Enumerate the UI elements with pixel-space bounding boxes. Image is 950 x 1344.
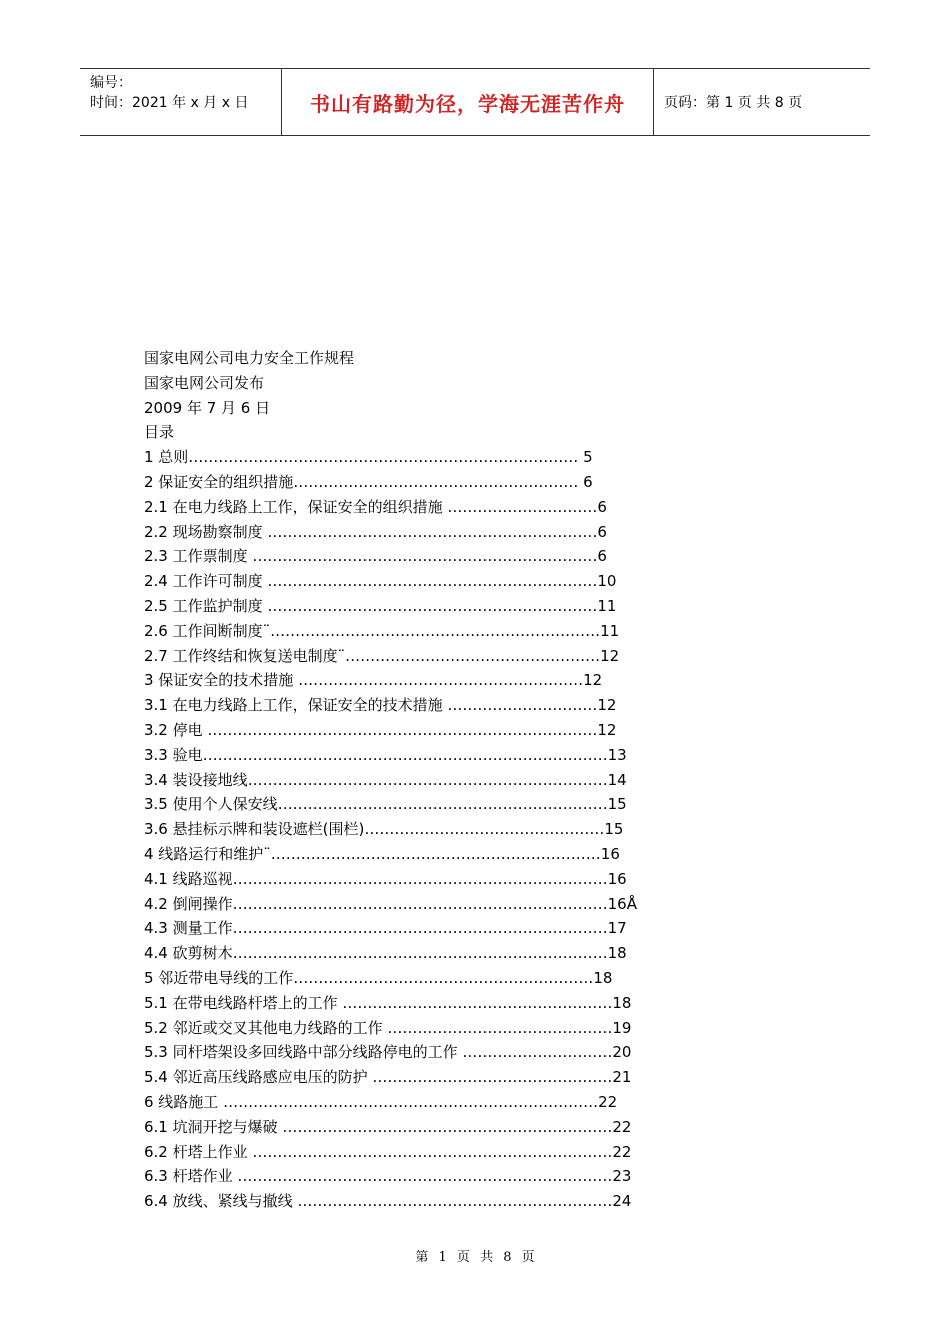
header-left-cell bbox=[80, 69, 282, 135]
time-label: 时间：2021 年 x 月 x 日 bbox=[90, 95, 249, 111]
toc-entry[interactable]: 2.5 工作监护制度 …………………………………………………………11 bbox=[144, 596, 617, 615]
document-publisher: 国家电网公司发布 bbox=[144, 373, 265, 392]
document-body bbox=[144, 346, 704, 1214]
toc-entry[interactable]: 2.3 工作票制度 ……………………………………………………………6 bbox=[144, 547, 607, 566]
toc-entry[interactable]: 3.3 验电………………………………………………………………………13 bbox=[144, 745, 627, 764]
toc-heading: 目录 bbox=[144, 423, 175, 442]
table-of-contents bbox=[144, 445, 704, 1214]
footer-text: 第 bbox=[415, 1250, 429, 1265]
footer-text: 页 bbox=[521, 1250, 535, 1265]
toc-entry[interactable]: 5.3 同杆塔架设多回线路中部分线路停电的工作 …………………………20 bbox=[144, 1043, 632, 1062]
toc-entry[interactable]: 6.1 坑洞开挖与爆破 …………………………………………………………22 bbox=[144, 1117, 632, 1136]
toc-entry[interactable]: 5.4 邻近高压线路感应电压的防护 …………………………………………21 bbox=[144, 1068, 632, 1087]
toc-entry[interactable]: 4.4 砍剪树木…………………………………………………………………18 bbox=[144, 944, 627, 963]
toc-entry[interactable]: 6 线路施工 …………………………………………………………………22 bbox=[144, 1092, 618, 1111]
toc-entry[interactable]: 6.3 杆塔作业 …………………………………………………………………23 bbox=[144, 1167, 632, 1186]
toc-entry[interactable]: 3.1 在电力线路上工作，保证安全的技术措施 …………………………12 bbox=[144, 696, 617, 715]
toc-entry[interactable]: 4 线路运行和维护¨…………………………………………………………16 bbox=[144, 844, 620, 863]
toc-entry[interactable]: 2.6 工作间断制度¨…………………………………………………………11 bbox=[144, 621, 620, 640]
toc-entry[interactable]: 6.2 杆塔上作业 ………………………………………………………………22 bbox=[144, 1142, 632, 1161]
toc-entry[interactable]: 3.4 装设接地线………………………………………………………………14 bbox=[144, 770, 627, 789]
page-footer bbox=[0, 1246, 950, 1265]
toc-entry[interactable]: 5 邻近带电导线的工作……………………………………………………18 bbox=[144, 968, 613, 987]
footer-text: 共 bbox=[480, 1250, 494, 1265]
toc-entry[interactable]: 1 总则…………………………………………………………………… 5 bbox=[144, 448, 593, 467]
toc-entry[interactable]: 4.3 测量工作…………………………………………………………………17 bbox=[144, 919, 627, 938]
toc-entry[interactable]: 3.5 使用个人保安线…………………………………………………………15 bbox=[144, 795, 627, 814]
toc-entry[interactable]: 3.6 悬挂标示牌和装设遮栏(围栏)…………………………………………15 bbox=[144, 820, 624, 839]
page-header bbox=[80, 68, 870, 136]
footer-page-number: 1 bbox=[438, 1250, 447, 1265]
toc-entry[interactable]: 2.2 现场勘察制度 …………………………………………………………6 bbox=[144, 522, 607, 541]
toc-entry[interactable]: 3.2 停电 ……………………………………………………………………12 bbox=[144, 720, 617, 739]
toc-entry[interactable]: 3 保证安全的技术措施 …………………………………………………12 bbox=[144, 671, 603, 690]
document-date: 2009 年 7 月 6 日 bbox=[144, 398, 271, 417]
footer-total-pages: 8 bbox=[503, 1250, 512, 1265]
toc-entry[interactable]: 4.2 倒闸操作…………………………………………………………………16Å bbox=[144, 894, 637, 913]
toc-entry[interactable]: 5.1 在带电线路杆塔上的工作 ………………………………………………18 bbox=[144, 993, 632, 1012]
toc-entry[interactable]: 5.2 邻近或交叉其他电力线路的工作 ………………………………………19 bbox=[144, 1018, 632, 1037]
toc-entry[interactable]: 2.7 工作终结和恢复送电制度¨……………………………………………12 bbox=[144, 646, 620, 665]
toc-entry[interactable]: 2.1 在电力线路上工作，保证安全的组织措施 …………………………6 bbox=[144, 497, 607, 516]
toc-entry[interactable]: 2 保证安全的组织措施………………………………………………… 6 bbox=[144, 472, 593, 491]
toc-entry[interactable]: 4.1 线路巡视…………………………………………………………………16 bbox=[144, 869, 627, 888]
header-page-info: 页码：第 1 页 共 8 页 bbox=[664, 95, 803, 111]
header-slogan: 书山有路勤为径，学海无涯苦作舟 bbox=[282, 69, 654, 135]
number-label: 编号： bbox=[90, 75, 132, 91]
footer-text: 页 bbox=[456, 1250, 470, 1265]
toc-entry[interactable]: 2.4 工作许可制度 …………………………………………………………10 bbox=[144, 572, 617, 591]
toc-entry[interactable]: 6.4 放线、紧线与撤线 ………………………………………………………24 bbox=[144, 1192, 632, 1211]
document-title: 国家电网公司电力安全工作规程 bbox=[144, 349, 355, 367]
